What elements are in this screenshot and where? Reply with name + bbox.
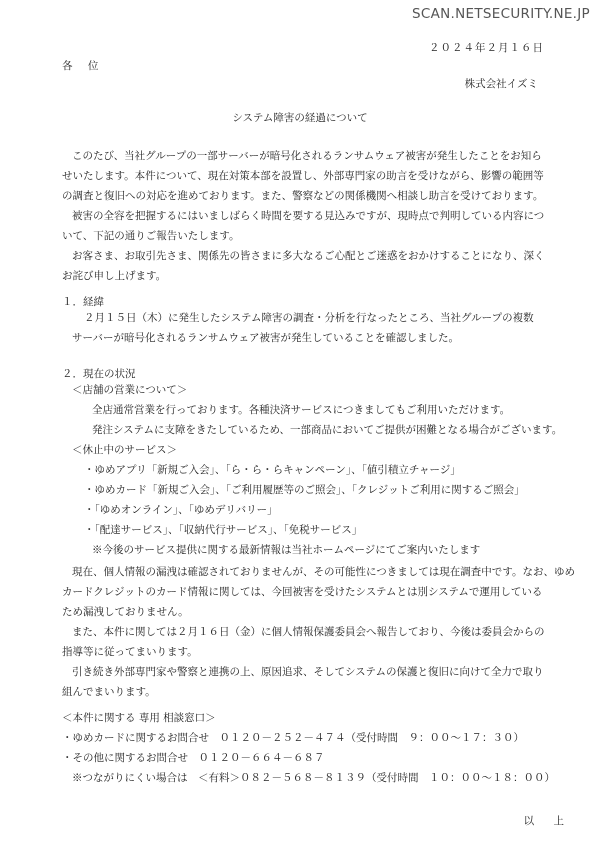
contact-yumecard: ・ゆめカードに関するお問合せ ０１２０－２５２－４７４（受付時間 ９：００～１７：３０） xyxy=(62,732,524,744)
section2-body xyxy=(62,380,562,560)
watermark: SCAN.NETSECURITY.NE.JP xyxy=(412,6,590,22)
list-item: ・ゆめアプリ「新規ご入会」、「ら・ら・らキャンペーン」、「値引積立チャージ」 xyxy=(84,464,461,476)
list-item: ・「配達サービス」、「収納代行サービス」、「免税サービス」 xyxy=(84,524,363,536)
list-item: ・ゆめカード「新規ご入会」、「ご利用履歴等のご照会」、「クレジットご利用に関するご照会」 xyxy=(84,484,525,496)
text-line: カードクレジットのカード情報に関しては、今回被害を受けたシステムとは別システムで運用している xyxy=(62,586,543,598)
text-line: 発注システムに支障をきたしているため、一部商品においてご提供が困難となる場合がございます。 xyxy=(92,424,563,436)
document-title: システム障害の経過について xyxy=(232,112,368,124)
subheading: ＜店舗の営業について＞ xyxy=(72,384,188,396)
section2-heading: ２．現在の状況 xyxy=(62,368,136,380)
text-line: このたび、当社グループの一部サーバーが暗号化されるランサムウェア被害が発生したことをお知ら xyxy=(72,150,542,162)
addressee: 各 位 xyxy=(62,60,105,72)
text-line: ２月１５日（木）に発生したシステム障害の調査・分析を行なったところ、当社グループの複数 xyxy=(84,312,534,324)
list-item: ・「ゆめオンライン」、「ゆめデリバリー」 xyxy=(84,504,278,516)
note-line: ※今後のサービス提供に関する最新情報は当社ホームページにてご案内いたします xyxy=(92,544,481,556)
contact-note: ※つながりにくい場合は ＜有料＞０８２－５６８－８１３９（受付時間 １０：００～１８：００） xyxy=(72,772,555,784)
closing-mark: 以 上 xyxy=(523,815,572,827)
subheading: ＜休止中のサービス＞ xyxy=(72,444,177,456)
text-line: 組んでまいります。 xyxy=(62,686,156,698)
section1-body xyxy=(62,308,562,348)
text-line: ため漏洩しておりません。 xyxy=(62,606,189,618)
text-line: お詫び申し上げます。 xyxy=(62,270,167,282)
privacy-paragraph xyxy=(62,562,575,702)
text-line: 全店通常営業を行っております。各種決済サービスにつきましてもご利用いただけます。 xyxy=(92,404,511,416)
contact-heading: ＜本件に関する 専用 相談窓口＞ xyxy=(62,712,216,724)
text-line: 現在、個人情報の漏洩は確認されておりませんが、その可能性につきましては現在調査中です。なお、ゆめ xyxy=(72,566,575,578)
document-date: ２０２４年２月１６日 xyxy=(429,42,544,54)
text-line: いて、下記の通りご報告いたします。 xyxy=(62,230,240,242)
text-line: サーバーが暗号化されるランサムウェア被害が発生していることを確認しました。 xyxy=(72,332,460,344)
contact-section xyxy=(62,708,562,788)
text-line: の調査と復旧への対応を進めております。また、警察などの関係機関へ相談し助言を受けております。 xyxy=(62,190,544,202)
section1-heading: １．経緯 xyxy=(62,296,104,308)
company-name: 株式会社イズミ xyxy=(464,78,538,90)
text-line: お客さま、お取引先さま、関係先の皆さまに多大なるご心配とご迷惑をおかけすることになり、深く xyxy=(72,250,545,262)
text-line: 引き続き外部専門家や警察と連携の上、原因追求、そしてシステムの保護と復旧に向けて全力で取り xyxy=(72,666,544,678)
text-line: また、本件に関しては２月１６日（金）に個人情報保護委員会へ報告しており、今後は委員会からの xyxy=(72,626,545,638)
contact-other: ・その他に関するお問合せ ０１２０－６６４－６８７ xyxy=(62,752,325,764)
intro-paragraph xyxy=(62,146,562,286)
text-line: 指導等に従ってまいります。 xyxy=(62,646,198,658)
text-line: 被害の全容を把握するにはいましばらく時間を要する見込みですが、現時点で判明している内容につ xyxy=(72,210,545,222)
text-line: せいたします。本件について、現在対策本部を設置し、外部専門家の助言を受けながら、影響の範囲等 xyxy=(62,170,544,182)
